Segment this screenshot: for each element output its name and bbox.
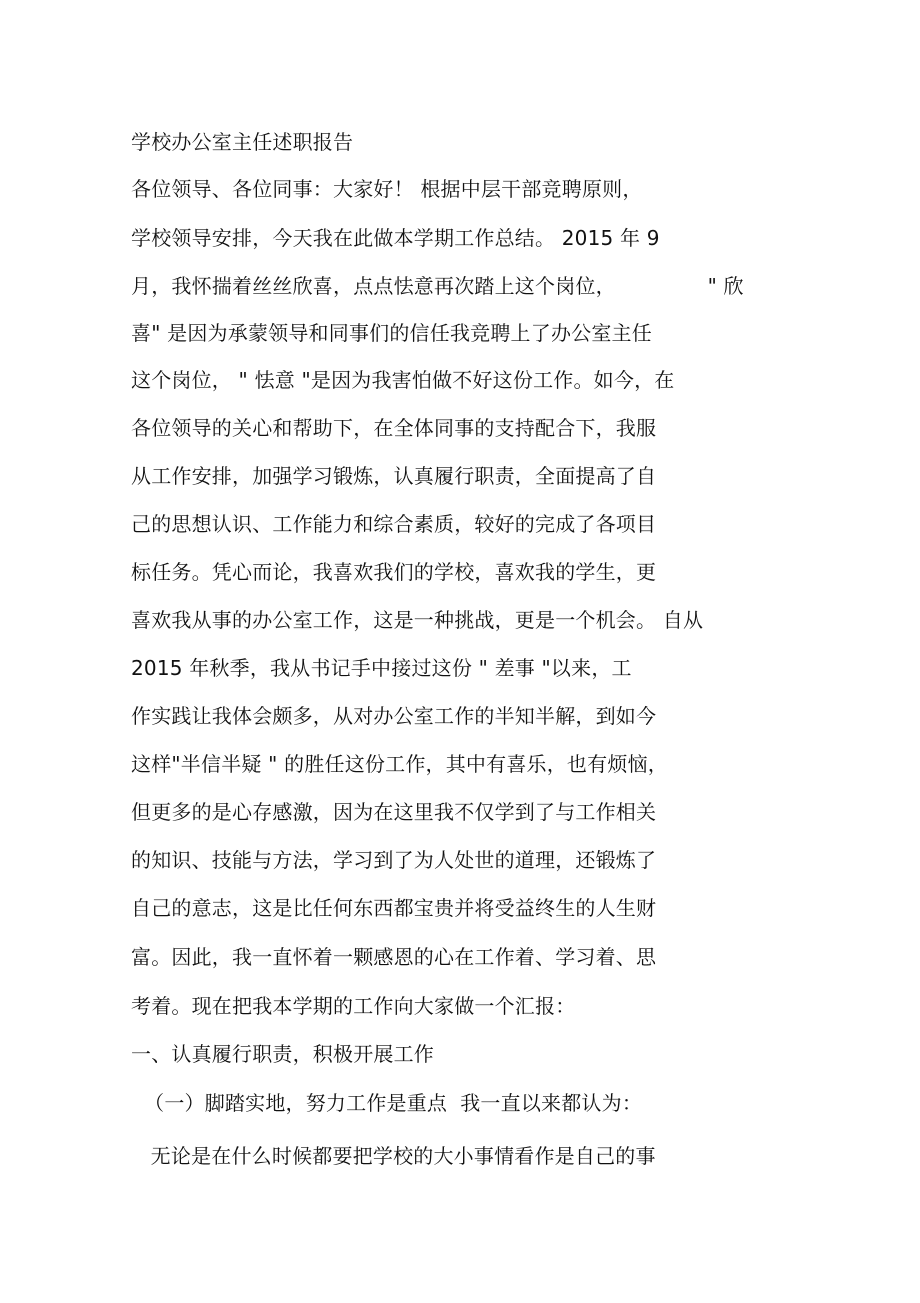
paragraph-line: 富。因此，我一直怀着一颗感恩的心在工作着、学习着、思 [131, 945, 657, 969]
paragraph-line: 学校领导安排，今天我在此做本学期工作总结。 2015 年 9 [131, 226, 660, 250]
paragraph-line: 月，我怀揣着丝丝欣喜，点点怯意再次踏上这个岗位， " 欣 [131, 274, 744, 298]
paragraph-line: 但更多的是心存感激，因为在这里我不仅学到了与工作相关 [131, 800, 657, 824]
paragraph-line: 2015 年秋季，我从书记手中接过这份 " 差事 "以来，工 [131, 656, 632, 680]
paragraph-line: 的知识、技能与方法，学习到了为人处世的道理，还锻炼了 [131, 848, 657, 872]
paragraph-line: 己的思想认识、工作能力和综合素质，较好的完成了各项目 [131, 512, 657, 536]
paragraph-line: 自己的意志，这是比任何东西都宝贵并将受益终生的人生财 [131, 896, 657, 920]
document-title: 学校办公室主任述职报告 [131, 130, 354, 154]
paragraph-line: 这个岗位， " 怯意 "是因为我害怕做不好这份工作。如今，在 [131, 368, 675, 392]
paragraph-line: 作实践让我体会颇多，从对办公室工作的半知半解，到如今 [131, 704, 657, 728]
paragraph-line: 各位领导、各位同事：大家好！ 根据中层干部竞聘原则， [131, 177, 643, 201]
paragraph-line: 考着。现在把我本学期的工作向大家做一个汇报： [131, 994, 576, 1018]
subsection-heading: （一）脚踏实地，努力工作是重点 我一直以来都认为： [131, 1091, 643, 1115]
paragraph-line: 无论是在什么时候都要把学校的大小事情看作是自己的事 [131, 1144, 656, 1168]
paragraph-line: 从工作安排，加强学习锻炼，认真履行职责，全面提高了自 [131, 464, 657, 488]
paragraph-line: 这样"半信半疑 " 的胜任这份工作，其中有喜乐，也有烦恼， [131, 752, 668, 776]
paragraph-line: 喜" 是因为承蒙领导和同事们的信任我竞聘上了办公室主任 [131, 321, 652, 345]
paragraph-line: 各位领导的关心和帮助下，在全体同事的支持配合下，我服 [131, 416, 657, 440]
section-heading: 一、认真履行职责，积极开展工作 [131, 1042, 434, 1066]
paragraph-line: 标任务。凭心而论，我喜欢我们的学校，喜欢我的学生，更 [131, 560, 657, 584]
paragraph-line: 喜欢我从事的办公室工作，这是一种挑战，更是一个机会。 自从 [131, 608, 704, 632]
